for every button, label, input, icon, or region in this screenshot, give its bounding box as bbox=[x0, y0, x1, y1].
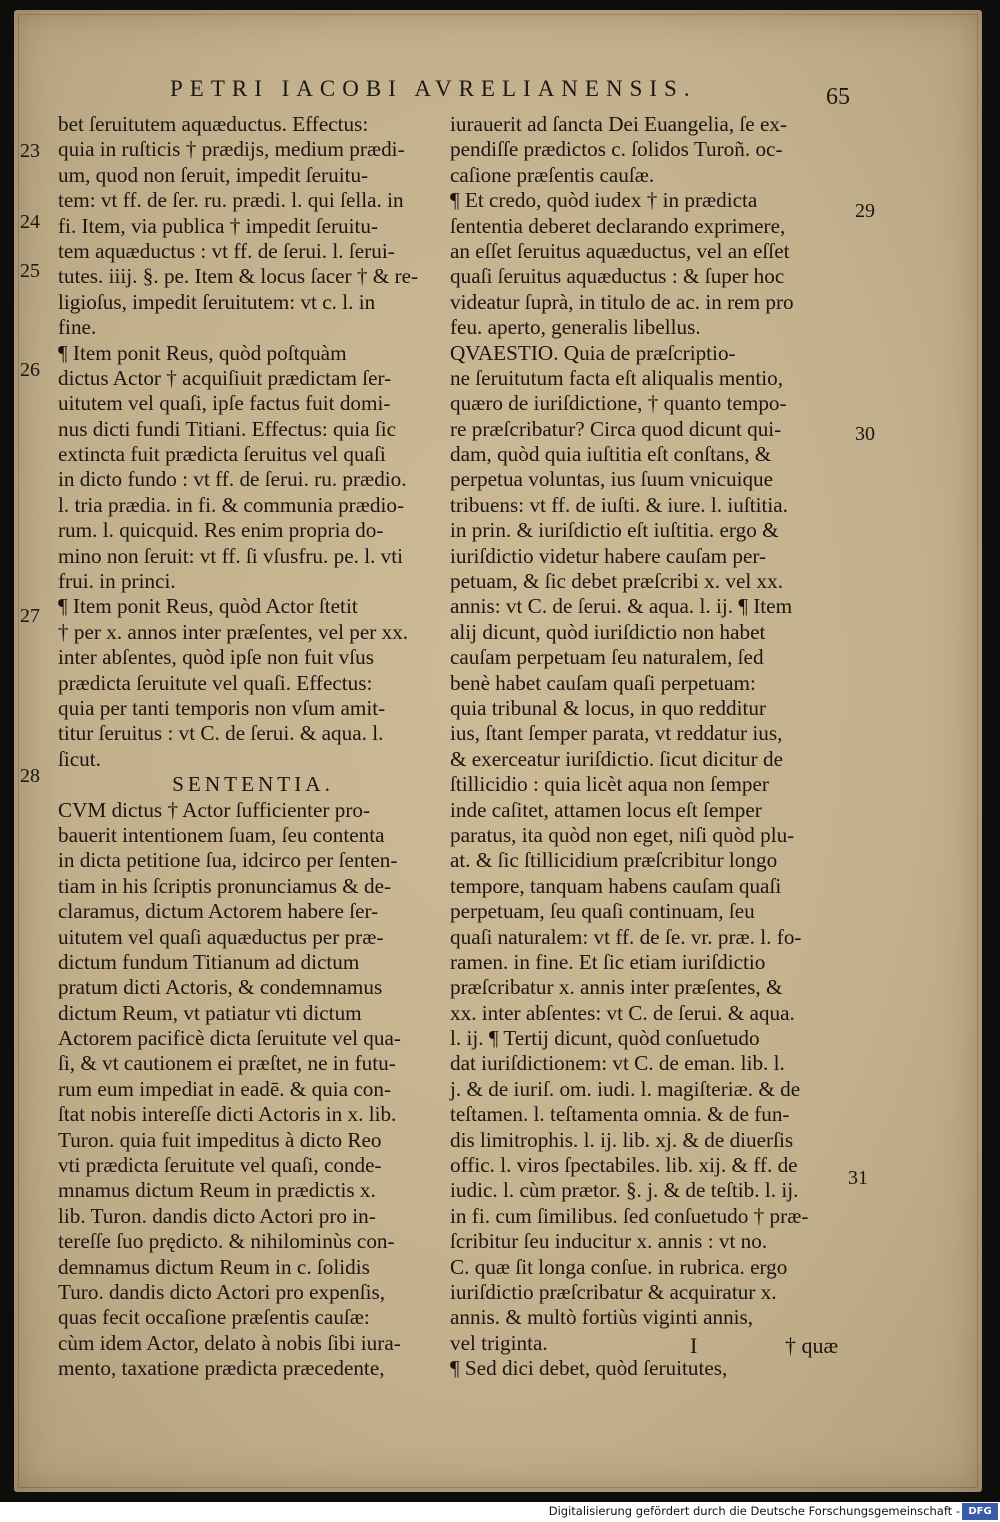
text-line: alij dicunt, quòd iuriſdictio non habet bbox=[450, 619, 766, 644]
text-line: C. quæ ſit longa conſue. in rubrica. ergo bbox=[450, 1254, 788, 1279]
text-line: mnamus dictum Reum in prædictis x. bbox=[58, 1178, 376, 1203]
margin-number: 26 bbox=[20, 359, 40, 381]
text-line: iurauerit ad ſancta Dei Euangelia, ſe ex- bbox=[450, 112, 788, 136]
text-line: cùm idem Actor, delato à nobis ſibi iura- bbox=[58, 1330, 401, 1355]
text-line: fine. bbox=[58, 315, 97, 340]
text-line: tempore, tanquam habens cauſam quaſi bbox=[450, 873, 782, 898]
text-line: Turo. dandis dicto Actori pro expenſis, bbox=[58, 1279, 386, 1304]
text-line: ſtat nobis intereſſe dicti Actoris in x. lib. bbox=[58, 1102, 397, 1127]
text-line: an eſſet ſeruitus aquæductus, vel an eſſet bbox=[450, 238, 790, 263]
text-line: in dicta petitione ſua, idcirco per ſenten- bbox=[58, 848, 398, 873]
text-line: ius, ſtant ſemper parata, vt reddatur ius, bbox=[450, 721, 783, 746]
text-line: uitutem vel quaſi, ipſe factus fuit domi- bbox=[58, 391, 391, 416]
text-line: & exerceatur iuriſdictio. ſicut dicitur de bbox=[450, 746, 783, 771]
text-line: tereſſe ſuo prędicto. & nihilominùs con- bbox=[58, 1229, 395, 1254]
text-line: perpetuam, ſeu quaſi continuam, ſeu bbox=[450, 899, 755, 924]
text-line: dictum Reum, vt patiatur vti dictum bbox=[58, 1000, 362, 1025]
text-line: dam, quòd quia iuſtitia eſt conſtans, & bbox=[450, 442, 772, 467]
text-line: pendiſſe prædictos c. ſolidos Turoñ. oc- bbox=[450, 137, 783, 162]
text-line: ſicut. bbox=[58, 746, 101, 771]
signature-mark: I bbox=[690, 1333, 698, 1358]
text-line: benè habet cauſam quaſi perpetuam: bbox=[450, 670, 756, 695]
dfg-logo: DFG bbox=[962, 1503, 998, 1520]
text-line: tribuens: vt ff. de iuſti. & iure. l. iuſtitia. bbox=[450, 492, 788, 517]
text-line: vel triginta. bbox=[450, 1330, 548, 1355]
text-line: xx. inter abſentes: vt C. de ſerui. & aqua. bbox=[450, 1000, 795, 1025]
text-line: bauerit intentionem ſuam, ſeu contenta bbox=[58, 822, 385, 847]
text-line: iuriſdictio præſcribatur & acquiratur x. bbox=[450, 1279, 777, 1304]
text-line: ſtillicidio : quia licèt aqua non ſemper bbox=[450, 772, 769, 797]
running-title: PETRI IACOBI AVRELIANENSIS. bbox=[170, 76, 697, 101]
text-line: tem: vt ff. de ſer. ru. prædi. l. qui ſella. in bbox=[58, 188, 404, 213]
text-line: frui. in princi. bbox=[58, 569, 176, 594]
text-line: cauſam perpetuam ſeu naturalem, ſed bbox=[450, 645, 764, 670]
text-line: j. & de iuriſ. om. iudi. l. magiſteriæ. & de bbox=[450, 1076, 801, 1101]
text-line: videatur ſuprà, in titulo de ac. in rem pro bbox=[450, 289, 794, 314]
text-line: Actorem pacificè dicta ſeruitute vel qua- bbox=[58, 1026, 401, 1051]
text-line: inde caſitet, attamen locus eſt ſemper bbox=[450, 797, 762, 822]
text-line: CVM dictus † Actor ſufficienter pro- bbox=[58, 797, 371, 822]
text-line: demnamus dictum Reum in c. ſolidis bbox=[58, 1254, 370, 1279]
text-line: Turon. quia fuit impeditus à dicto Reo bbox=[58, 1127, 382, 1152]
text-line: pratum dicti Actoris, & condemnamus bbox=[58, 975, 383, 1000]
text-line: vti prædicta ſeruitute vel quaſi, conde- bbox=[58, 1153, 382, 1178]
margin-number: 30 bbox=[855, 423, 875, 445]
text-line: quaſi naturalem: vt ff. de ſe. vr. præ. l. fo- bbox=[450, 924, 802, 949]
text-line: quia in ruſticis † prædijs, medium prædi- bbox=[58, 137, 405, 162]
margin-number: 28 bbox=[20, 765, 40, 787]
text-line: nus dicti fundi Titiani. Effectus: quia ſic bbox=[58, 416, 396, 441]
text-line: dictum fundum Titianum ad dictum bbox=[58, 949, 360, 974]
text-line: petuam, & ſic debet præſcribi x. vel xx. bbox=[450, 569, 784, 594]
text-line: um, quod non ſeruit, impedit ſeruitu- bbox=[58, 162, 369, 187]
text-line: annis. & multò fortiùs viginti annis, bbox=[450, 1305, 754, 1330]
text-line: ¶ Et credo, quòd iudex † in prædicta bbox=[450, 188, 758, 213]
text-line: quas fecit occaſione præſentis cauſæ: bbox=[58, 1305, 370, 1330]
text-line: mino non ſeruit: vt ff. ſi vſusfru. pe. l. vti bbox=[58, 543, 404, 568]
footer-credit-bar bbox=[0, 1502, 1000, 1522]
text-line: claramus, dictum Actorem habere ſer- bbox=[58, 899, 379, 924]
text-line: in fi. cum ſimilibus. ſed conſuetudo † præ- bbox=[450, 1203, 809, 1228]
text-line: dat iuriſdictionem: vt C. de eman. lib. l. bbox=[450, 1051, 785, 1076]
margin-number: 27 bbox=[20, 605, 40, 627]
text-line: perpetua voluntas, ius ſuum vnicuique bbox=[450, 467, 774, 492]
margin-number: 25 bbox=[20, 260, 40, 282]
text-line: annis: vt C. de ſerui. & aqua. l. ij. ¶ Item bbox=[450, 594, 793, 619]
text-line: quia tribunal & locus, in quo redditur bbox=[450, 695, 766, 720]
right-text-column bbox=[450, 112, 845, 1382]
text-line: ¶ Sed dici debet, quòd ſeruitutes, bbox=[450, 1356, 728, 1381]
text-line: dictus Actor † acquiſiuit prædictam ſer- bbox=[58, 365, 392, 390]
text-line: re præſcribatur? Circa quod dicunt qui- bbox=[450, 416, 782, 441]
text-line: ¶ Item ponit Reus, quòd poſtquàm bbox=[58, 340, 347, 365]
text-line: tem aquæductus : vt ff. de ſerui. l. ſerui- bbox=[58, 238, 395, 263]
text-line: paratus, ita quòd non eget, niſi quòd plu- bbox=[450, 822, 795, 847]
text-line: rum eum impediat in eadē. & quia con- bbox=[58, 1076, 392, 1101]
margin-number: 23 bbox=[20, 140, 40, 162]
text-line: ſi, & vt cautionem ei præſtet, ne in futu- bbox=[58, 1051, 396, 1076]
text-line: † per x. annos inter præſentes, vel per xx. bbox=[58, 619, 409, 644]
text-line: quaſi ſeruitus aquæductus : & ſuper hoc bbox=[450, 264, 785, 289]
catchword: † quæ bbox=[785, 1333, 839, 1358]
text-line: tutes. iiij. §. pe. Item & locus ſacer † & re- bbox=[58, 264, 419, 289]
text-line: iuriſdictio videtur habere cauſam per- bbox=[450, 543, 767, 568]
text-line: offic. l. viros ſpectabiles. lib. xij. & ff. de bbox=[450, 1153, 798, 1178]
text-line: præſcribatur x. annis inter præſentes, & bbox=[450, 975, 783, 1000]
text-line: feu. aperto, generalis libellus. bbox=[450, 315, 701, 340]
text-line: uitutem vel quaſi aquæductus per præ- bbox=[58, 924, 384, 949]
text-line: rum. l. quicquid. Res enim propria do- bbox=[58, 518, 384, 543]
text-line: teſtamen. l. teſtamenta omnia. & de fun- bbox=[450, 1102, 790, 1127]
text-line: prædicta ſeruitute vel quaſi. Effectus: bbox=[58, 670, 373, 695]
text-line: inter abſentes, quòd ipſe non fuit vſus bbox=[58, 645, 374, 670]
text-line: tiam in his ſcriptis pronunciamus & de- bbox=[58, 873, 392, 898]
text-line: ramen. in fine. Et ſic etiam iuriſdictio bbox=[450, 949, 766, 974]
text-line: l. ij. ¶ Tertij dicunt, quòd conſuetudo bbox=[450, 1026, 760, 1051]
text-line: ſententia deberet declarando exprimere, bbox=[450, 213, 786, 238]
text-line: in prin. & iuriſdictio eſt iuſtitia. ergo & bbox=[450, 518, 779, 543]
text-line: in dicto fundo : vt ff. de ſerui. ru. prædio. bbox=[58, 467, 407, 492]
text-line: ſcribitur ſeu inducitur x. annis : vt no. bbox=[450, 1229, 768, 1254]
left-text-column bbox=[58, 112, 448, 1382]
text-line: l. tria prædia. in fi. & communia prædio- bbox=[58, 492, 405, 517]
text-line: bet ſeruitutem aquæductus. Effectus: bbox=[58, 112, 369, 136]
text-line: lib. Turon. dandis dicto Actori pro in- bbox=[58, 1203, 376, 1228]
folio-number: 65 bbox=[826, 84, 850, 110]
text-line: ¶ Item ponit Reus, quòd Actor ſtetit bbox=[58, 594, 358, 619]
margin-number: 31 bbox=[848, 1167, 868, 1189]
margin-number: 29 bbox=[855, 200, 875, 222]
text-line: quia per tanti temporis non vſum amit- bbox=[58, 695, 386, 720]
text-line: caſione præſentis cauſæ. bbox=[450, 162, 655, 187]
text-line: at. & ſic ſtillicidium præſcribitur longo bbox=[450, 848, 778, 873]
text-line: mento, taxatione prædicta præcedente, bbox=[58, 1356, 385, 1381]
text-line: SENTENTIA. bbox=[172, 772, 334, 797]
text-line: extincta fuit prædicta ſeruitus vel quaſi bbox=[58, 442, 386, 467]
text-line: ligioſus, impedit ſeruitutem: vt c. l. in bbox=[58, 289, 376, 314]
text-line: QVAESTIO. Quia de præſcriptio- bbox=[450, 340, 736, 365]
text-line: ne ſeruitutum facta eſt aliqualis mentio, bbox=[450, 365, 784, 390]
funding-credit: Digitalisierung gefördert durch die Deutsche Forschungsgemeinschaft - bbox=[548, 1504, 960, 1518]
text-line: fi. Item, via publica † impedit ſeruitu- bbox=[58, 213, 379, 238]
text-line: titur ſeruitus : vt C. de ſerui. & aqua. l. bbox=[58, 721, 384, 746]
text-line: quæro de iuriſdictione, † quanto tempo- bbox=[450, 391, 787, 416]
text-line: dis limitrophis. l. ij. lib. xj. & de diuerſis bbox=[450, 1127, 794, 1152]
margin-number: 24 bbox=[20, 211, 40, 233]
text-line: iudic. l. cùm prætor. §. j. & de teſtib. l. ij. bbox=[450, 1178, 799, 1203]
